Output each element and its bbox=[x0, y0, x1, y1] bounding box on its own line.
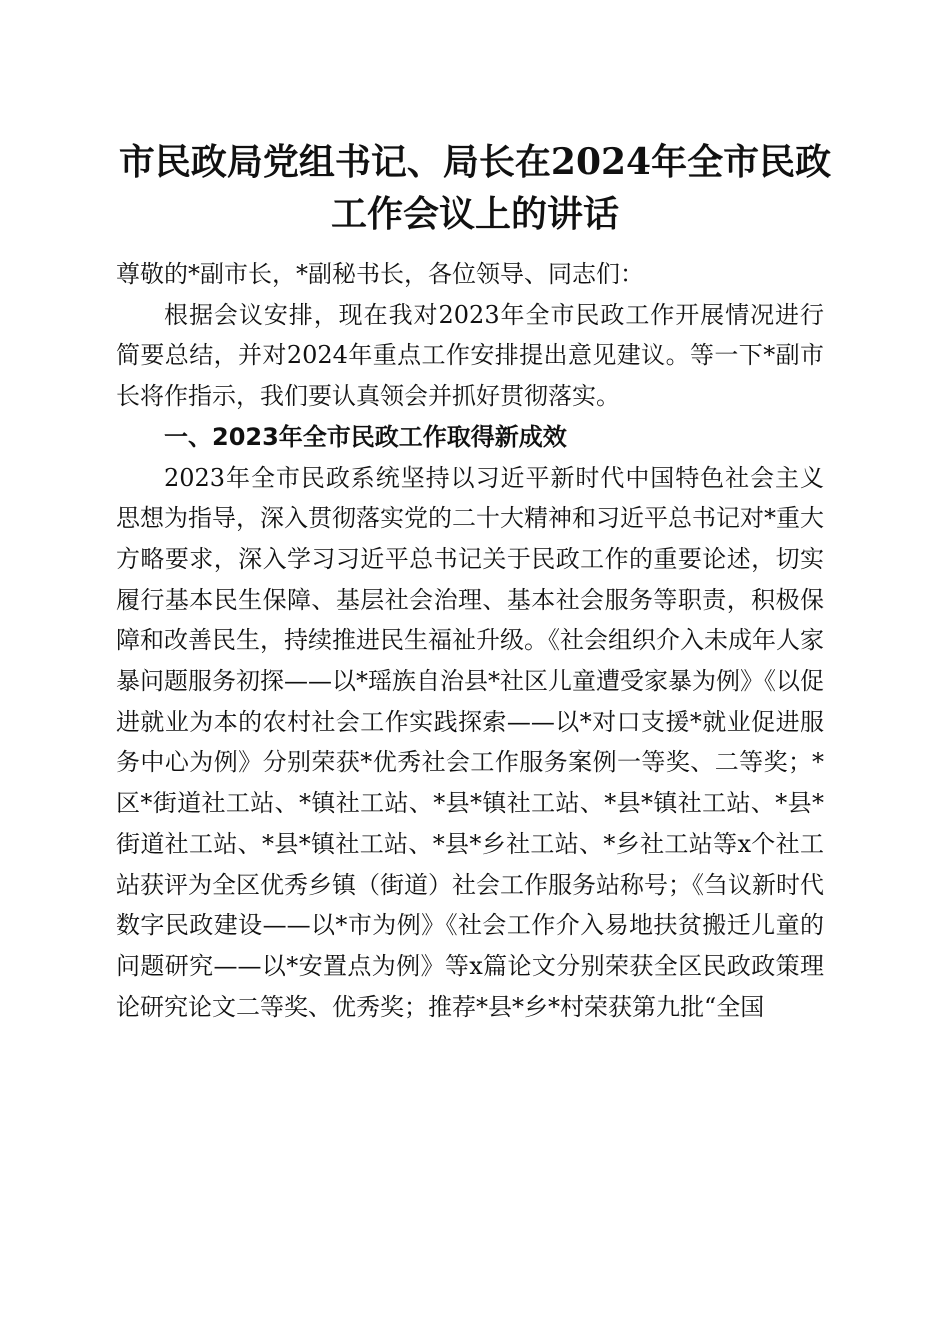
title-line-1: 市民政局党组书记、局长在2024年全市民政 bbox=[118, 141, 832, 183]
section-paragraph: 2023年全市民政系统坚持以习近平新时代中国特色社会主义思想为指导，深入贯彻落实党的二十大精神和习近平总书记对*重大方略要求，深入学习习近平总书记关于民政工作的重要论述，切实履行基本民生保障、基层社会治理、基本社会服务等职责，积极保障和改善民生，持续推进民生福祉升级。《社会组织介入未成年人家暴问题服务初探——以*瑶族自治县*社区儿童遭受家暴为例》《以促进就业为本的农村社会工作实践探索——以*对口支援*就业促进服务中心为例》分别荣获*优秀社会工作服务案例一等奖、二等奖；*区*街道社工站、*镇社工站、*县*镇社工站、*县*镇社工站、*县*街道社工站、*县*镇社工站、*县*乡社工站、*乡社工站等x个社工站获评为全区优秀乡镇（街道）社会工作服务站称号；《刍议新时代数字民政建设——以*市为例》《社会工作介入易地扶贫搬迁儿童的问题研究——以*安置点为例》等x篇论文分别荣获全区民政政策理论研究论文二等奖、优秀奖；推荐*县*乡*村荣获第九批“全国 bbox=[116, 463, 824, 1021]
page-title bbox=[100, 136, 850, 240]
title-line-2: 工作会议上的讲话 bbox=[330, 193, 619, 235]
document-body bbox=[116, 254, 824, 1027]
section-heading: 一、2023年全市民政工作取得新成效 bbox=[164, 422, 567, 451]
intro-paragraph: 根据会议安排，现在我对2023年全市民政工作开展情况进行简要总结，并对2024年重点工作安排提出意见建议。等一下*副市长将作指示，我们要认真领会并抓好贯彻落实。 bbox=[116, 300, 824, 411]
salutation: 尊敬的*副市长，*副秘书长，各位领导、同志们： bbox=[116, 260, 644, 288]
